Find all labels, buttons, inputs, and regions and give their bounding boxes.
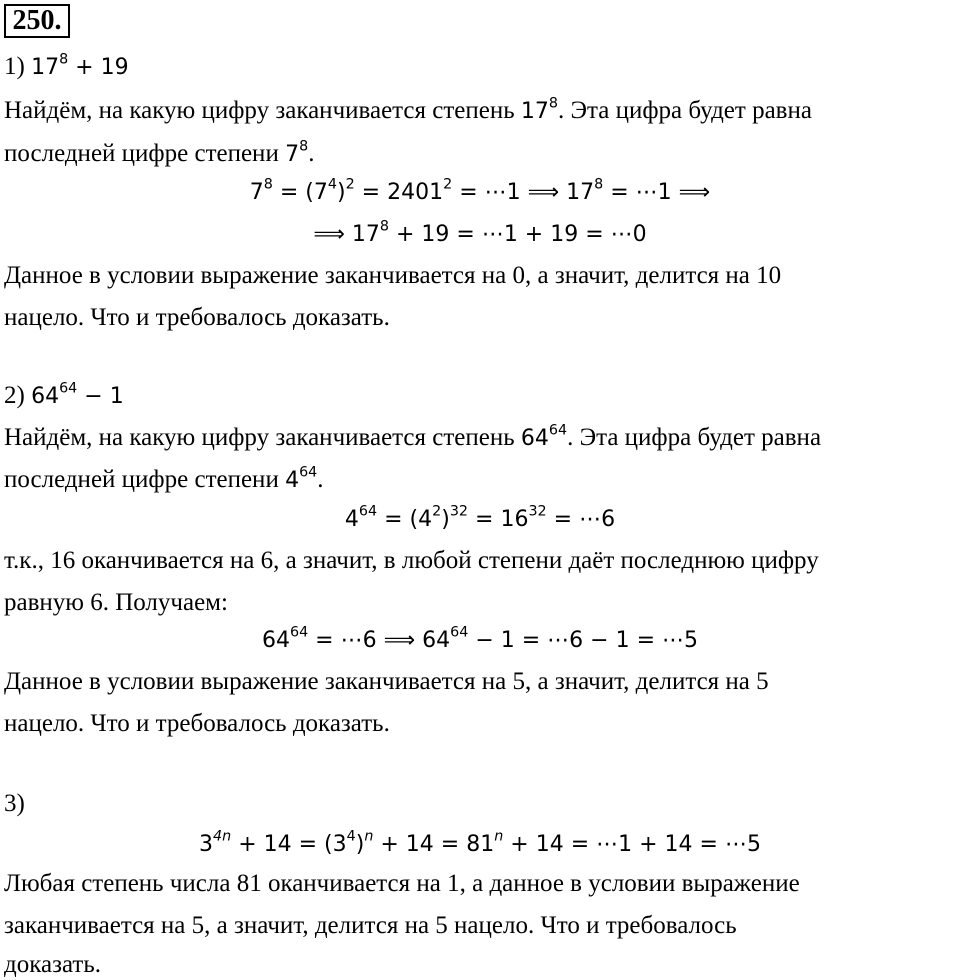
- part2-expression: $64^{64} - 1$: [31, 380, 124, 409]
- part1-conclusion-line2: нацело. Что и требовалось доказать.: [4, 304, 390, 331]
- part1-equation2: ⟹ $17^8 + 19$ = ⋯1 + 19 = ⋯0: [313, 218, 647, 247]
- part3-heading: 3): [4, 790, 25, 817]
- part2-text-line2: последней цифре степени $4^{64}$.: [4, 464, 324, 493]
- part3-text-line3: доказать.: [4, 951, 101, 978]
- part1-expression: $17^8 + 19$: [31, 51, 129, 80]
- part3-text-line1: Любая степень числа 81 оканчивается на 1, а данное в условии выражение: [4, 870, 800, 897]
- part1-text-line1: Найдём, на какую цифру заканчивается степень $17^8$. Эта цифра будет равна: [4, 95, 812, 124]
- part1-equation1: $7^8 = (7^4)^2 = 2401^2$ = ⋯1 ⟹ $17^8$ = ⋯1 ⟹: [249, 176, 711, 205]
- problem-number: 250.: [4, 4, 70, 38]
- part2-heading: 2) $64^{64} - 1$: [4, 380, 124, 409]
- part2-explain-line1: т.к., 16 оканчивается на 6, а значит, в любой степени даёт последнюю цифру: [4, 547, 819, 574]
- part3-text-line2: заканчивается на 5, а значит, делится на 5 нацело. Что и требовалось: [4, 912, 737, 939]
- part1-conclusion-line1: Данное в условии выражение заканчивается на 0, а значит, делится на 10: [4, 262, 782, 289]
- part1-text-line2: последней цифре степени $7^8$.: [4, 138, 315, 167]
- part2-equation2: $64^{64}$ = ⋯6 ⟹ $64^{64} - 1$ = ⋯6 − 1 = ⋯5: [261, 624, 698, 653]
- part2-conclusion-line1: Данное в условии выражение заканчивается на 5, а значит, делится на 5: [4, 668, 769, 695]
- part2-explain-line2: равную 6. Получаем:: [4, 589, 228, 616]
- part1-heading: 1) $17^8 + 19$: [4, 51, 129, 80]
- part2-equation1: $4^{64} = (4^2)^{32} = 16^{32}$ = ⋯6: [344, 503, 616, 532]
- part3-equation: $3^{4n} + 14 = (3^4)^n + 14 = 81^n + 14$ = ⋯1 + 14 = ⋯5: [199, 828, 761, 857]
- part2-conclusion-line2: нацело. Что и требовалось доказать.: [4, 710, 390, 737]
- part2-text-line1: Найдём, на какую цифру заканчивается степень $64^{64}$. Эта цифра будет равна: [4, 422, 822, 451]
